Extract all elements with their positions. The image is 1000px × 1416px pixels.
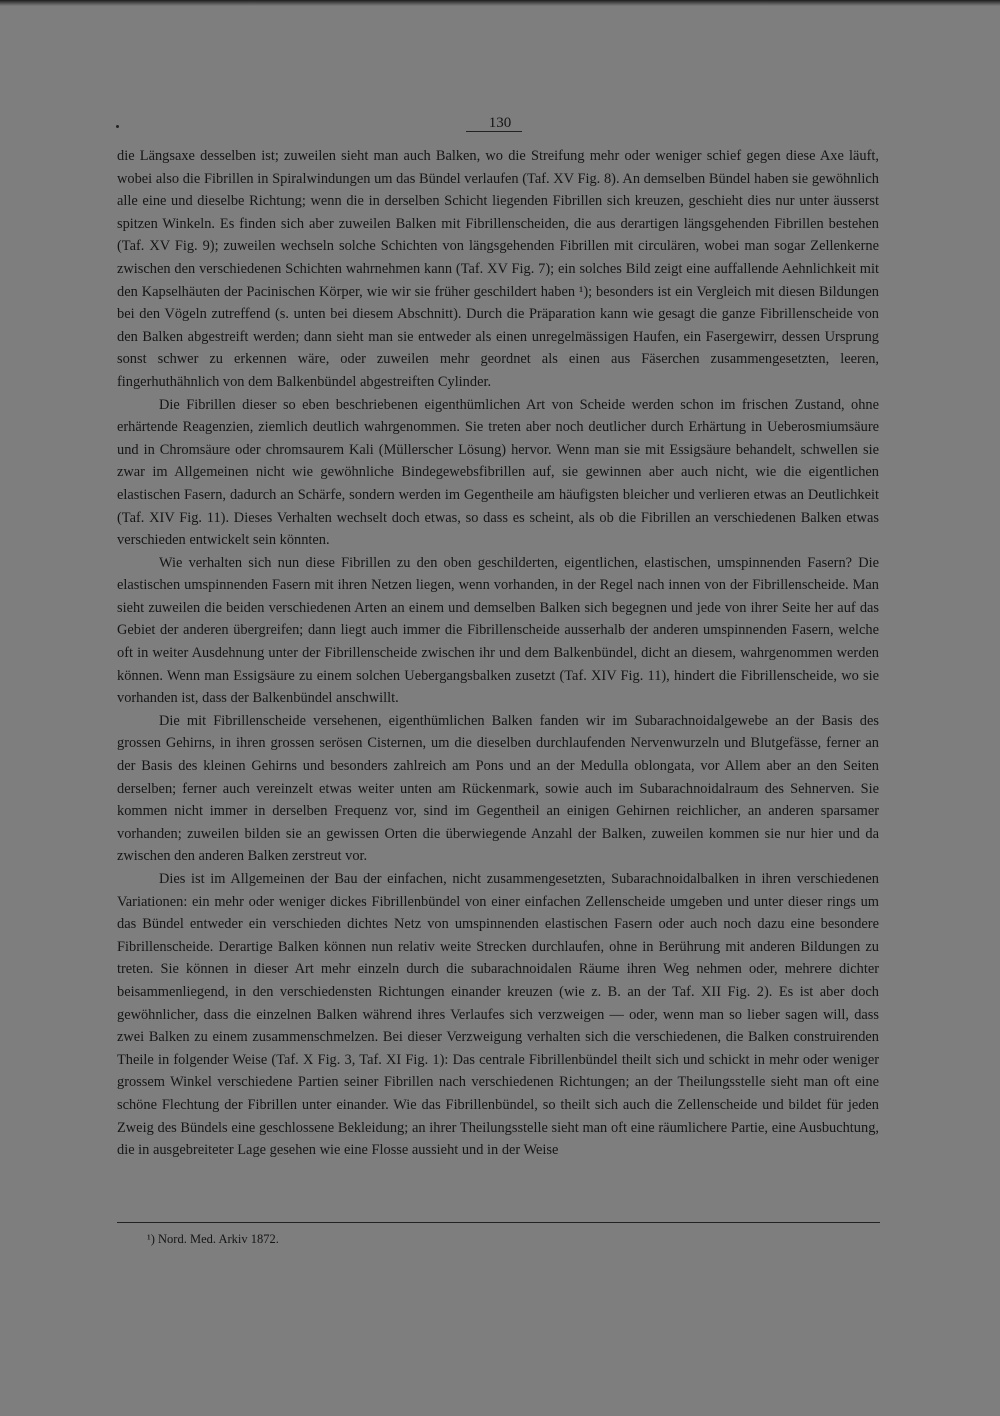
page-number: 130 [488, 115, 512, 131]
paragraph-4: Die mit Fibrillenscheide versehenen, eigenthümlichen Balken fanden wir im Subarachnoidalgewebe an der Basis des grossen Gehirns, in ihren grossen serösen Cisternen, um die dieselben durchlaufenden Nervenwurzeln und Blutgefässe, ferner an der Basis des kleinen Gehirns und besonders zahlreich am Pons und an der Medulla oblongata, vor Allem aber an den Seiten derselben; ferner auch vereinzelt etwas weiter unten am Rückenmark, sowie auch im Subarachnoidalraum des Sehnerven. Sie kommen nicht immer in derselben Frequenz vor, sind im Gegentheil an einigen Gehirnen reichlicher, an anderen sparsamer vorhanden; zuweilen bilden sie an gewissen Orten die überwiegende Anzahl der Balken, zuweilen kommen sie nur hier und da zwischen den anderen Balken zerstreut vor. [117, 712, 879, 865]
page-number-rule [466, 131, 522, 132]
footnote-rule [117, 1222, 880, 1223]
paragraph-3: Wie verhalten sich nun diese Fibrillen zu den oben geschilderten, eigentlichen, elastischen, umspinnenden Fasern? Die elastischen umspinnenden Fasern mit ihren Netzen liegen, wenn vorhanden, in der Regel nach innen von der Fibrillenscheide. Man sieht zuweilen die beiden verschiedenen Arten an einem und demselben Balken sich begegnen und jede von ihrer Seite her auf das Gebiet der anderen übergreifen; dann liegt auch immer die Fibrillenscheide ausserhalb der anderen umspinnenden Fasern, welche oft in weiter Ausdehnung unter der Fibrillenscheide zwischen ihr und dem Balkenbündel, dicht an diesem, wahrgenommen werden können. Wenn man Essigsäure zu einem solchen Uebergangsbalken zusetzt (Taf. XIV Fig. 11), hindert die Fibrillenscheide, wo sie vorhanden ist, dass der Balkenbündel anschwillt. [117, 554, 879, 707]
paragraph-1: die Längsaxe desselben ist; zuweilen sieht man auch Balken, wo die Streifung mehr oder weniger schief gegen diese Axe läuft, wobei also die Fibrillen in Spiralwindungen um das Bündel verlaufen (Taf. XV Fig. 8). An demselben Bündel haben sie gewöhnlich alle eine und dieselbe Richtung; wenn die in derselben Schicht liegenden Fibrillen sich kreuzen, geschieht dies nur unter äusserst spitzen Winkeln. Es finden sich aber zuweilen Balken mit Fibrillenscheiden, die aus derartigen längsgehenden Fibrillen bestehen (Taf. XV Fig. 9); zuweilen wechseln solche Schichten von längsgehenden Fibrillen mit circulären, wobei man sogar Zellenkerne zwischen den verschiedenen Schichten wahrnehmen kann (Taf. XV Fig. 7); ein solches Bild zeigt eine auffallende Aehnlichkeit mit den Kapselhäuten der Pacinischen Körper, wie wir sie früher geschildert haben ¹); besonders ist ein Vergleich mit diesen Bildungen bei den Vögeln zutreffend (s. unten bei diesem Abschnitt). Durch die Präparation kann wie gesagt die ganze Fibrillenscheide von den Balken abgestreift werden; dann sieht man sie entweder als einen unregelmässigen Haufen, ein Fasergewirr, dessen Ursprung sonst schwer zu erkennen wäre, oder zuweilen mehr geordnet als einen aus Fäserchen zusammengesetzten, leeren, fingerhuthähnlich von dem Balkenbündel abgestreiften Cylinder. [117, 148, 879, 390]
scan-top-edge [0, 0, 1000, 6]
scan-speck [116, 125, 119, 128]
footnote: ¹) Nord. Med. Arkiv 1872. [147, 1232, 279, 1246]
paragraph-5: Dies ist im Allgemeinen der Bau der einfachen, nicht zusammengesetzten, Subarachnoidalbalken in ihren verschiedenen Variationen: ein mehr oder weniger dickes Fibrillenbündel von einer einfachen Zellenscheide umgeben und unter dieser rings um das Bündel entweder ein verschieden dichtes Netz von umspinnenden elastischen Fasern oder auch noch dazu eine besondere Fibrillenscheide. Derartige Balken können nun relativ weite Strecken durchlaufen, ohne in Berührung mit anderen Bildungen zu treten. Sie können in dieser Art mehr einzeln durch die subarachnoidalen Räume ihren Weg nehmen oder, mehrere dichter beisammenliegend, in den verschiedensten Richtungen einander kreuzen (wie z. B. an der Taf. XII Fig. 2). Es ist aber doch gewöhnlicher, dass die einzelnen Balken während ihres Verlaufes sich verzweigen — oder, wenn man so lieber sagen will, dass zwei Balken zu einem zusammenschmelzen. Bei dieser Verzweigung verhalten sich die verschiedenen, die Balken construirenden Theile in folgender Weise (Taf. X Fig. 3, Taf. XI Fig. 1): Das centrale Fibrillenbündel theilt sich und schickt in mehr oder weniger grossem Winkel verschiedene Partien seiner Fibrillen nach verschiedenen Richtungen; an der Theilungsstelle sieht man oft eine schöne Flechtung der Fibrillen unter einander. Wie das Fibrillenbündel, so theilt sich auch die Zellenscheide und bildet für jeden Zweig des Bündels eine geschlossene Bekleidung; an ihrer Theilungsstelle sieht man oft eine räumlichere Partie, eine Ausbuchtung, die in ausgebreiteter Lage gesehen wie eine Flosse aussieht und in der Weise [117, 871, 879, 1159]
paragraph-2: Die Fibrillen dieser so eben beschriebenen eigenthümlichen Art von Scheide werden schon im frischen Zustand, ohne erhärtende Reagenzien, ziemlich deutlich wahrgenommen. Sie treten aber noch deutlicher durch Erhärtung in Ueberosmiumsäure und in Chromsäure oder chromsaurem Kali (Müllerscher Lösung) hervor. Wenn man sie mit Essigsäure behandelt, schwellen sie zwar im Allgemeinen nicht wie gewöhnliche Bindegewebsfibrillen auf, sie gewinnen aber auch nicht, wie die eigentlichen elastischen Fasern, dadurch an Schärfe, sondern werden im Gegentheile am häufigsten bleicher und verlieren etwas an Deutlichkeit (Taf. XIV Fig. 11). Dieses Verhalten wechselt doch etwas, so dass es scheint, als ob die Fibrillen an verschiedenen Balken etwas verschieden entwickelt sein könnten. [117, 396, 879, 549]
body-text [117, 145, 879, 1162]
